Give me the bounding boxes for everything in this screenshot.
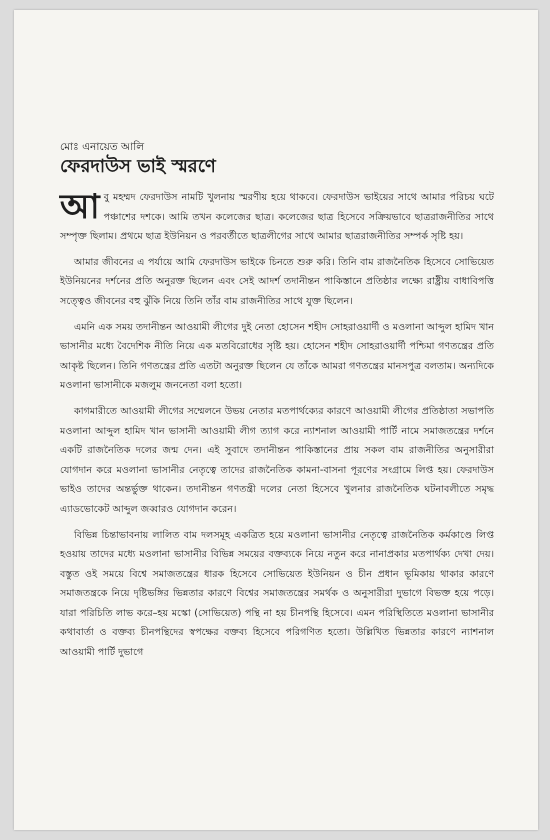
book-page (14, 10, 538, 830)
paragraph-1 (60, 188, 494, 247)
chapter-title: ফেরদাউস ভাই স্মরণে (60, 156, 216, 177)
paragraph-5: বিভিন্ন চিন্তাভাবনায় লালিত বাম দলসমূহ একত্রিত হয়ে মওলানা ভাসানীর নেতৃত্বে রাজনৈতিক কর্মকাণ্ডে লিপ্ত হওয়ায় তাদের মধ্যে মওলানা ভাসানীর বিভিন্ন সময়ের বক্তব্যকে নিয়ে নতুন করে নানাপ্রকার মতপার্থক্য দেখা দেয়। বস্তুত ওই সময়ে বিশ্বে সমাজতন্ত্রের ধারক হিসেবে সোভিয়েত ইউনিয়ন ও চীন প্রধান ভূমিকায় থাকার কারণে সমাজতন্ত্রকে নিয়ে দৃষ্টিভঙ্গির ভিন্নতার কারণে বিশ্বের সমাজতন্ত্রের সমর্থক ও অনুসারীরা দুভাগে বিভক্ত হয়ে পড়ে। যারা পরিচিতি লাভ করে–হয় মস্কো (সোভিয়েত) পন্থি না হয় চীনপন্থি হিসেবে। এমন পরিস্থিতিতে মওলানা ভাসানীর কথাবার্তা ও বক্তব্য চীনপন্থিদের স্বপক্ষের বক্তব্য হিসেবে পরিগণিত হতো। উল্লিখিত ভিন্নতার কারণে ন্যাশনাল আওয়ামী পার্টি দুভাগে (60, 529, 494, 659)
drop-cap: আ (60, 187, 100, 227)
paragraph-2: আমার জীবনের এ পর্যায়ে আমি ফেরদাউস ভাইকে চিনতে শুরু করি। তিনি বাম রাজনৈতিক হিসেবে সোভিয়েত ইউনিয়নের দর্শনের প্রতি অনুরক্ত ছিলেন এবং সেই আদর্শ তদানীন্তন পাকিস্তানে প্রতিষ্ঠার লক্ষ্যে রাষ্ট্রীয় বাধাবিপত্তি সত্ত্বেও জীবনের বহু ঝুঁকি নিয়ে তিনি তাঁর বাম রাজনীতির সাথে যুক্ত ছিলেন। (60, 256, 494, 307)
chapter-content (60, 140, 494, 669)
author-name: মোঃ এনায়েত আলি (60, 141, 145, 153)
paragraph-4: কাগমারীতে আওয়ামী লীগের সম্মেলনে উভয় নেতার মতপার্থক্যের কারণে আওয়ামী লীগের প্রতিষ্ঠাতা সভাপতি মওলানা আব্দুল হামিদ খান ভাসানী আওয়ামী লীগ ত্যাগ করে ন্যাশনাল আওয়ামী পার্টি নামে সমাজতন্ত্রের দর্শনে একটি রাজনৈতিক দলের জন্ম দেন। এই সুবাদে তদানীন্তন পাকিস্তানের প্রায় সকল বাম রাজনীতির অনুসারীরা যোগদান করে মওলানা ভাসানীর নেতৃত্বে তাদের রাজনৈতিক কামনা-বাসনা পূরণের সংগ্রামে লিপ্ত হয়। ফেরদাউস ভাইও তাদের অন্তর্ভুক্ত থাকেন। তদানীন্তন গণতন্ত্রী দলের নেতা হিসেবে খুলনার রাজনৈতিক ঘটনাবলীতে সমৃদ্ধ এ্যাডভোকেট আব্দুল জব্বারও যোগদান করেন। (60, 405, 494, 515)
paragraph-3: এমনি এক সময় তদানীন্তন আওয়ামী লীগের দুই নেতা হোসেন শহীদ সোহরাওয়ার্দী ও মওলানা আব্দুল হামিদ খান ভাসানীর মধ্যে বৈদেশিক নীতি নিয়ে এক মতবিরোধের সৃষ্টি হয়। হোসেন শহীদ সোহরাওয়ার্দী পশ্চিমা গণতন্ত্রের প্রতি আকৃষ্ট ছিলেন। তিনি গণতন্ত্রের প্রতি এতটা অনুরক্ত ছিলেন যে তাঁকে আমরা গণতন্ত্রের মানসপুত্র বলতাম। অন্যদিকে মওলানা ভাসানীকে মজলুম জননেতা বলা হতো। (60, 321, 494, 392)
paragraph-1-text: বু মহম্মদ ফেরদাউস নামটি খুলনায় স্মরণীয় হয়ে থাকবে। ফেরদাউস ভাইয়ের সাথে আমার পরিচয় ঘটে পঞ্চাশের দশকে। আমি তখন কলেজের ছাত্র। কলেজের ছাত্র হিসেবে সক্রিয়ভাবে ছাত্ররাজনীতির সাথে সম্পৃক্ত ছিলাম। প্রথমে ছাত্র ইউনিয়ন ও পরবর্তীতে ছাত্রলীগের সাথে আমার ছাত্ররাজনীতির সম্পর্ক সৃষ্টি হয়। (60, 192, 494, 243)
